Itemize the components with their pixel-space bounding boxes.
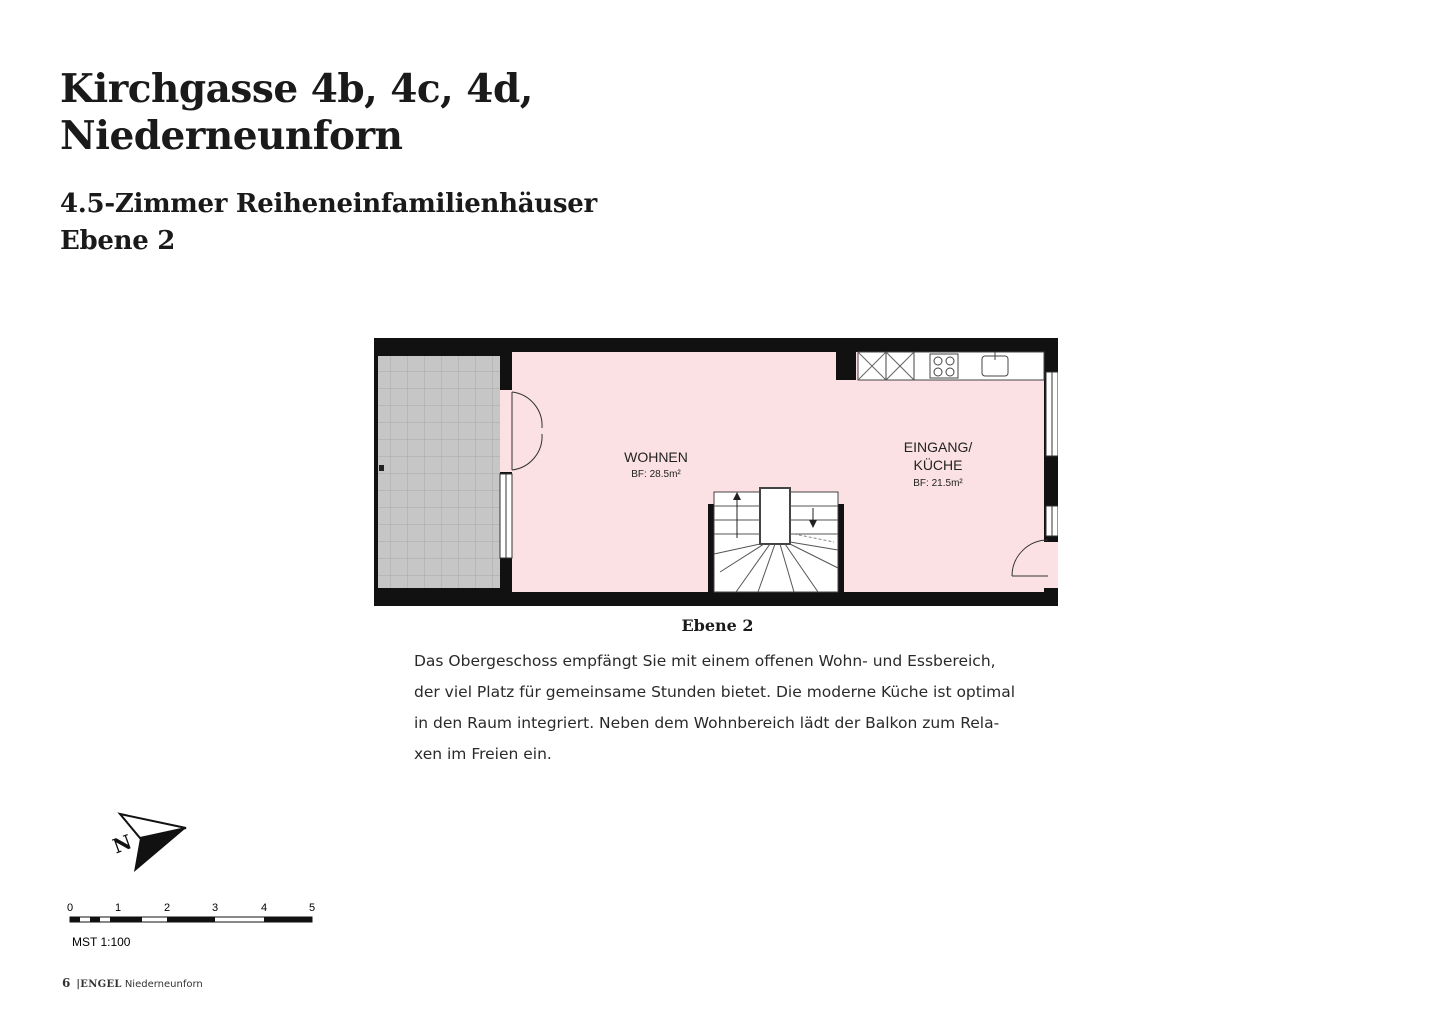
description-line: xen im Freien ein. [414, 745, 552, 763]
scale-tick: 0 [66, 902, 74, 914]
description [414, 646, 1030, 770]
room-name-wohnen: WOHNEN [624, 449, 688, 465]
scale-tick: 3 [211, 902, 219, 914]
room-name-kueche: KÜCHE [913, 457, 963, 473]
room-area-wohnen: BF: 28.5m² [631, 469, 681, 480]
brand-name: |ENGEL [76, 979, 122, 990]
north-arrow-icon [98, 808, 194, 880]
description-line: in den Raum integriert. Neben dem Wohnbereich lädt der Balkon zum Rela- [414, 714, 1000, 732]
wall-block [836, 352, 856, 380]
description-line: der viel Platz für gemeinsame Stunden bietet. Die moderne Küche ist optimal [414, 683, 1016, 701]
scale-tick: 1 [114, 902, 122, 914]
balcony [378, 356, 500, 588]
subtitle-line-2: Ebene 2 [60, 226, 176, 256]
footer-place: Niederneunforn [124, 979, 203, 990]
scale-bar [66, 898, 326, 958]
title-line-1: Kirchgasse 4b, 4c, 4d, [60, 66, 533, 112]
floor-plan [374, 338, 1058, 606]
room-name-eingang: EINGANG/ [903, 439, 973, 455]
page-footer [62, 976, 203, 990]
page-subtitle [60, 186, 760, 260]
plan-caption: Ebene 2 [681, 616, 754, 635]
scale-tick: 2 [163, 902, 171, 914]
scale-tick: 5 [308, 902, 316, 914]
staircase [708, 488, 844, 592]
room-area-kueche: BF: 21.5m² [913, 478, 963, 489]
page-title [60, 66, 760, 160]
description-line: Das Obergeschoss empfängt Sie mit einem offenen Wohn- und Essbereich, [414, 652, 996, 670]
title-line-2: Niederneunforn [60, 113, 403, 159]
scale-label: MST 1:100 [72, 935, 131, 949]
page-number: 6 [62, 976, 71, 990]
subtitle-line-1: 4.5-Zimmer Reiheneinfamilienhäuser [60, 189, 597, 219]
drain-icon [379, 465, 384, 471]
north-label: N [109, 829, 135, 859]
scale-tick: 4 [260, 902, 268, 914]
